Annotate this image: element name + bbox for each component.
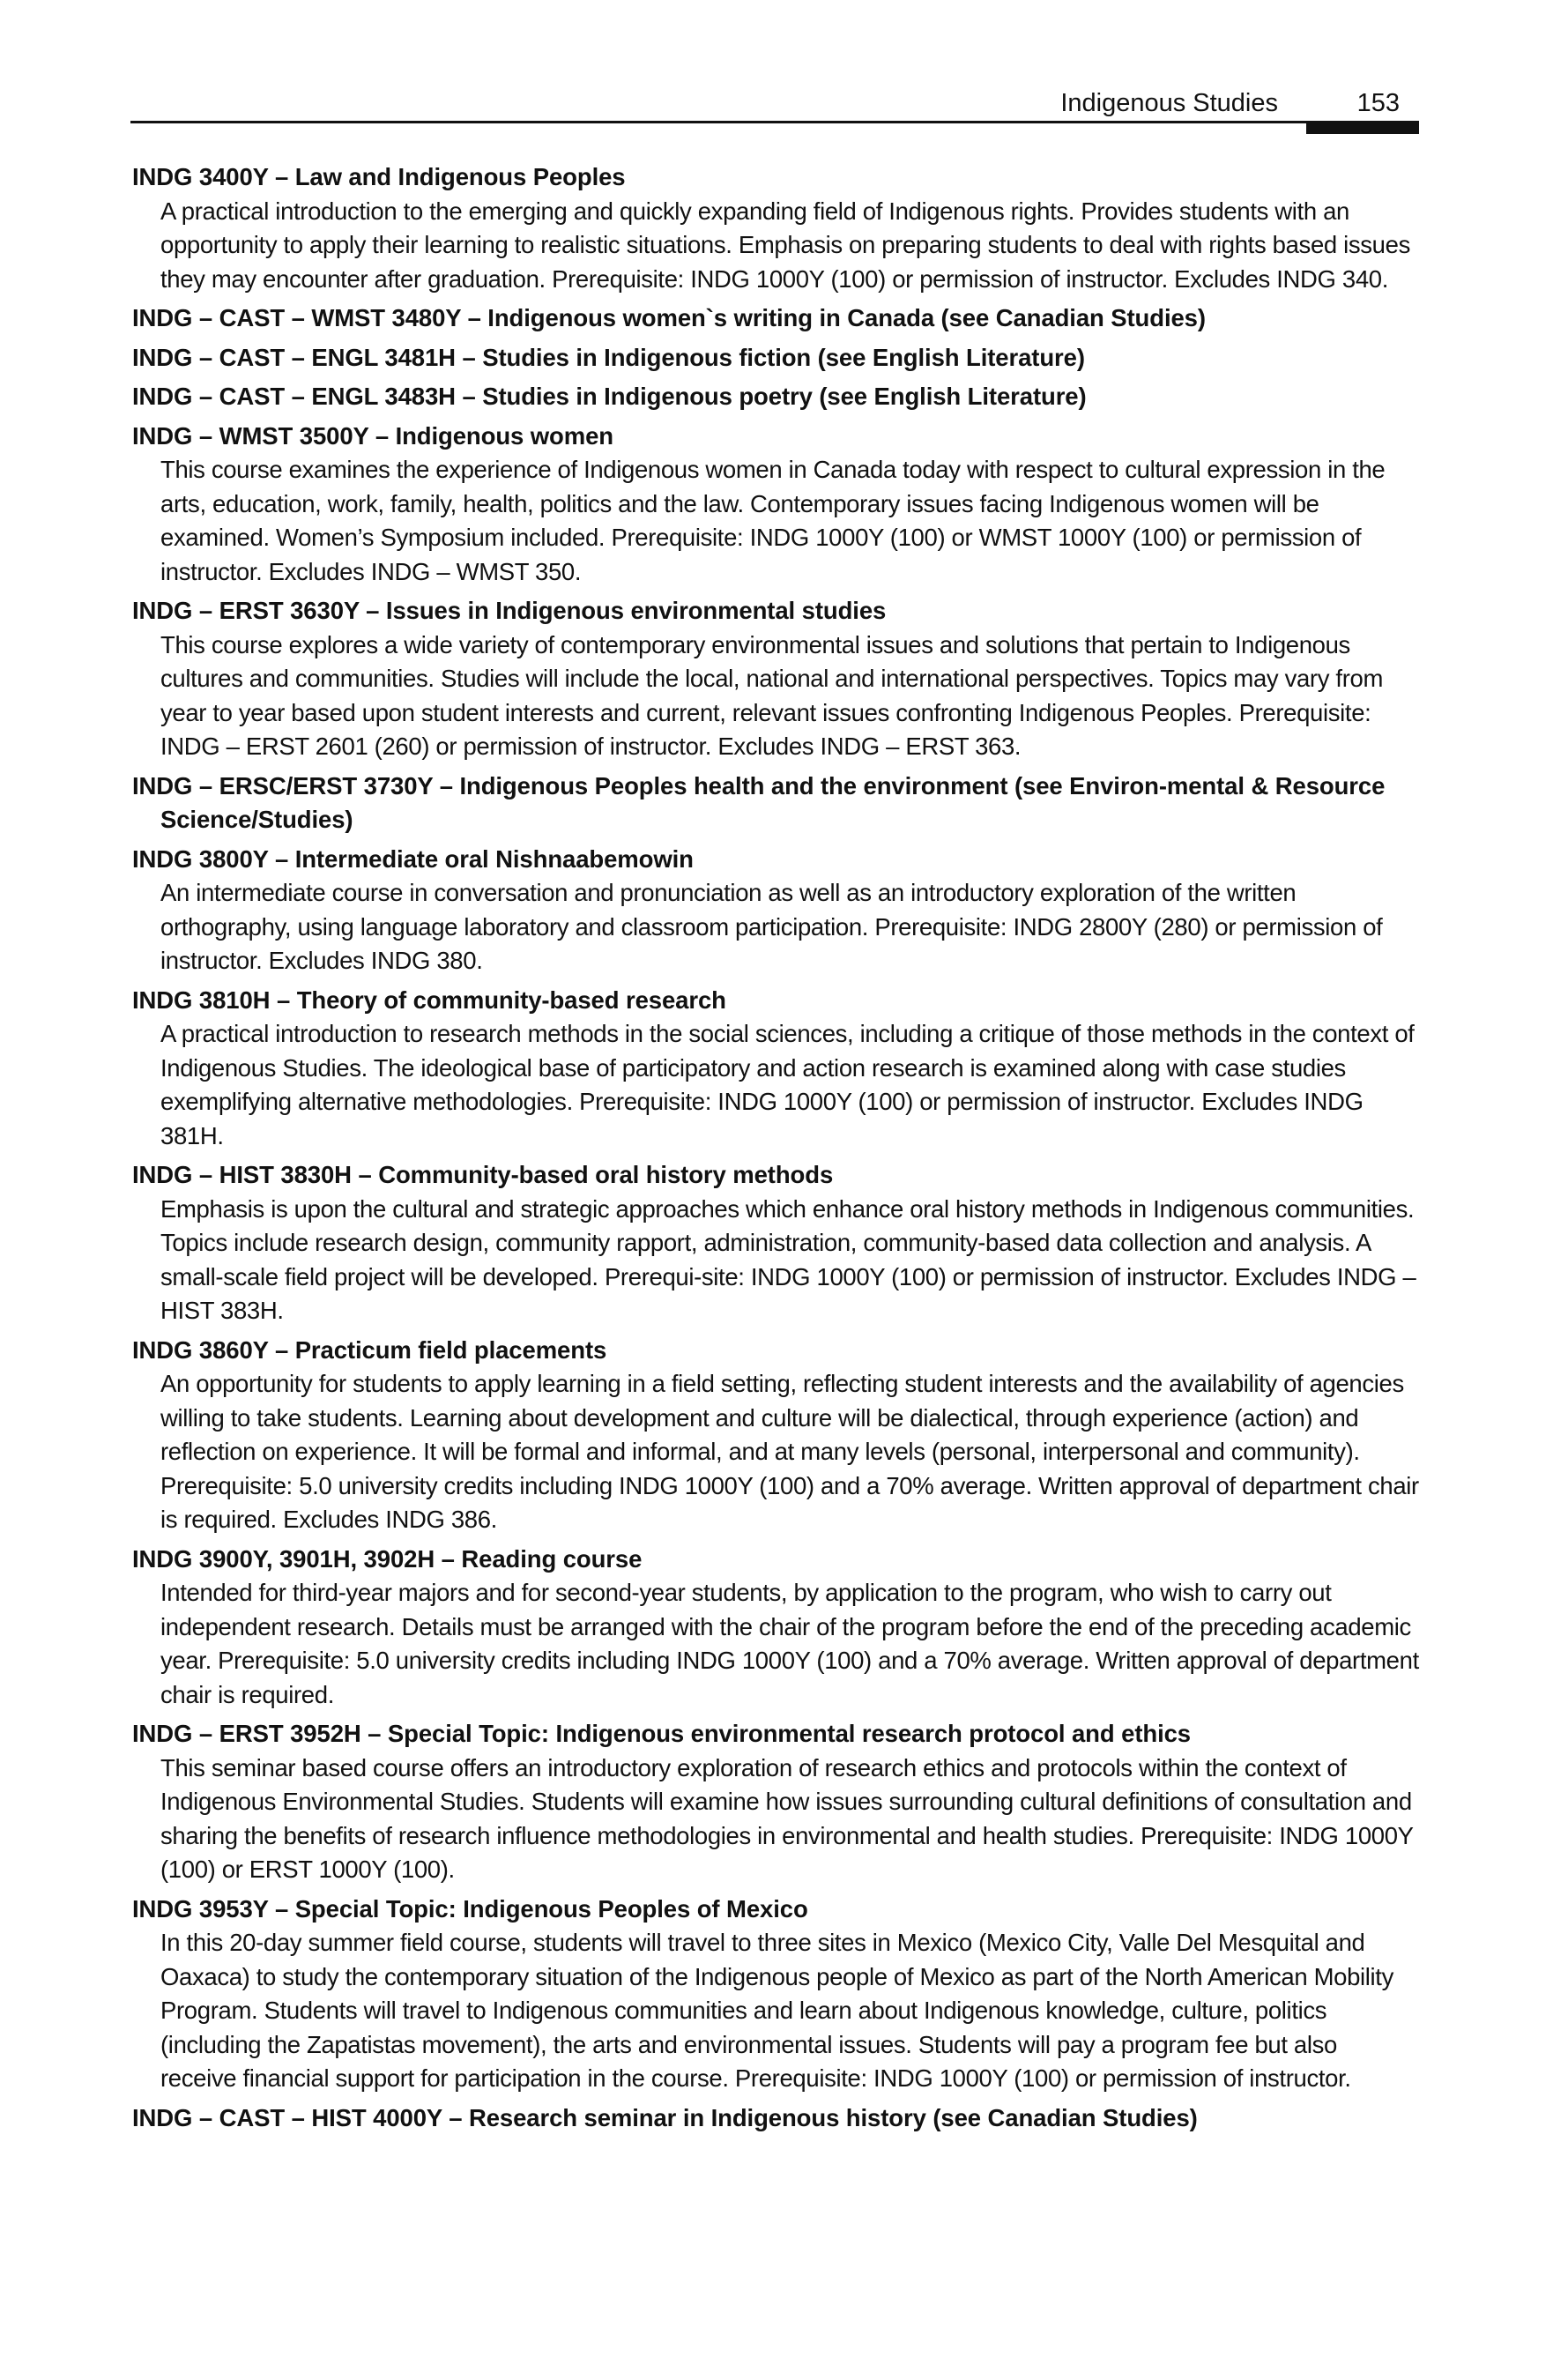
course-title: INDG 3400Y – Law and Indigenous Peoples [132, 163, 626, 190]
course-description: This course examines the experience of Indigenous women in Canada today with respect to cultural expression in the arts, education, work, family, health, politics and the law. Contemporary issues facing Indigenous women will be examined. Women’s Symposium included. Prerequisite: INDG 1000Y (100) or WMST 1000Y (100) or permission of instructor. Excludes INDG – WMST 350. [160, 456, 1386, 585]
course-listing [132, 160, 1419, 2140]
course-description: An intermediate course in conversation and pronunciation as well as an introductory exploration of the written orthography, using language laboratory and classroom participation. Prerequisite: INDG 2800Y (280) or permission of instructor. Excludes INDG 380. [160, 879, 1383, 974]
course-entry [132, 1717, 1419, 1887]
page-number: 153 [1356, 89, 1400, 117]
course-description: This course explores a wide variety of contemporary environmental issues and solutions that pertain to Indigenous cultures and communities. Studies will include the local, national and international perspectives. Topics may vary from year to year based upon student interests and current, relevant issues confronting Indigenous Peoples. Prerequisite: INDG – ERST 2601 (260) or permission of instructor. Excludes INDG – ERST 363. [160, 630, 1384, 760]
course-title: INDG – ERST 3630Y – Issues in Indigenous environmental studies [132, 597, 887, 624]
course-title: INDG – ERSC/ERST 3730Y – Indigenous Peoples health and the environment (see Environ-mental & Resource Science/Studies) [132, 771, 1386, 833]
running-head: Indigenous Studies [1060, 89, 1278, 117]
course-entry [132, 1158, 1419, 1328]
course-title: INDG – CAST – WMST 3480Y – Indigenous women`s writing in Canada (see Canadian Studies) [132, 304, 1206, 331]
course-entry [132, 380, 1419, 414]
course-entry [132, 1893, 1419, 2096]
course-entry [132, 843, 1419, 978]
course-title: INDG 3800Y – Intermediate oral Nishnaabemowin [132, 844, 694, 873]
course-entry [132, 594, 1419, 764]
course-description: Emphasis is upon the cultural and strategic approaches which enhance oral history methods in Indigenous communities. Topics include research design, community rapport, administration, community-based data collection and analysis. A small-scale field project will be developed. Prerequi-site: INDG 1000Y (100) or permission of instructor. Excludes INDG – HIST 383H. [160, 1194, 1416, 1324]
course-entry [132, 301, 1419, 336]
header-block [1306, 122, 1419, 134]
header-rule [130, 121, 1419, 123]
course-entry [132, 1334, 1419, 1537]
course-title: INDG – CAST – ENGL 3483H – Studies in Indigenous poetry (see English Literature) [132, 383, 1087, 410]
course-description: This seminar based course offers an introductory exploration of research ethics and protocols within the context of Indigenous Environmental Studies. Students will examine how issues surrounding cultural definitions of consultation and sharing the benefits of research influence methodologies in environmental and health studies. Prerequisite: INDG 1000Y (100) or ERST 1000Y (100). [160, 1753, 1414, 1883]
page-header [130, 76, 1419, 123]
course-entry [132, 160, 1419, 296]
course-entry [132, 420, 1419, 590]
course-entry [132, 341, 1419, 376]
course-title: INDG 3860Y – Practicum field placements [132, 1335, 607, 1364]
course-title: INDG – CAST – ENGL 3481H – Studies in Indigenous fiction (see English Literature) [132, 343, 1085, 371]
course-description: A practical introduction to research methods in the social sciences, including a critique of those methods in the context of Indigenous Studies. The ideological base of participatory and action research is examined along with case studies exemplifying alternative methodologies. Prerequisite: INDG 1000Y (100) or permission of instructor. Excludes INDG 381H. [160, 1020, 1415, 1149]
course-title: INDG – WMST 3500Y – Indigenous women [132, 421, 613, 450]
course-description: A practical introduction to the emerging and quickly expanding field of Indigenous rights. Provides students with an opportunity to apply their learning to realistic situations. Emphasis on preparing students to deal with rights based issues they may encounter after graduation. Prerequisite: INDG 1000Y (100) or permission of instructor. Excludes INDG 340. [160, 197, 1410, 293]
course-description: Intended for third-year majors and for second-year students, by application to the program, who wish to carry out independent research. Details must be arranged with the chair of the program before the end of the preceding academic year. Prerequisite: 5.0 university credits including INDG 1000Y (100) and a 70% average. Written approval of department chair is required. [160, 1579, 1419, 1708]
course-title: INDG – HIST 3830H – Community-based oral history methods [132, 1161, 834, 1188]
course-title: INDG 3810H – Theory of community-based research [132, 985, 726, 1014]
course-entry [132, 2101, 1419, 2136]
course-description: In this 20-day summer field course, students will travel to three sites in Mexico (Mexico City, Valle Del Mesquital and Oaxaca) to study the contemporary situation of the Indigenous people of Mexico as part of the North American Mobility Program. Students will travel to Indigenous communities and learn about Indigenous knowledge, culture, politics (including the Zapatistas movement), the arts and environmental issues. Students will pay a program fee but also receive financial support for participation in the course. Prerequisite: INDG 1000Y (100) or permission of instructor. [160, 1929, 1393, 2092]
course-description: An opportunity for students to apply learning in a field setting, reflecting student interests and the availability of agencies willing to take students. Learning about development and culture will be dialectical, through experience (action) and reflection on experience. It will be formal and informal, and at many levels (personal, interpersonal and community). Prerequisite: 5.0 university credits including INDG 1000Y (100) and a 70% average. Written approval of department chair is required. Excludes INDG 386. [160, 1370, 1419, 1533]
course-title: INDG – ERST 3952H – Special Topic: Indigenous environmental research protocol and ethics [132, 1720, 1191, 1747]
course-title: INDG 3900Y, 3901H, 3902H – Reading course [132, 1544, 643, 1573]
course-title: INDG – CAST – HIST 4000Y – Research seminar in Indigenous history (see Canadian Studies) [132, 2103, 1198, 2131]
course-title: INDG 3953Y – Special Topic: Indigenous Peoples of Mexico [132, 1894, 808, 1923]
course-entry [132, 1543, 1419, 1713]
course-entry [132, 984, 1419, 1154]
course-entry [132, 770, 1419, 837]
